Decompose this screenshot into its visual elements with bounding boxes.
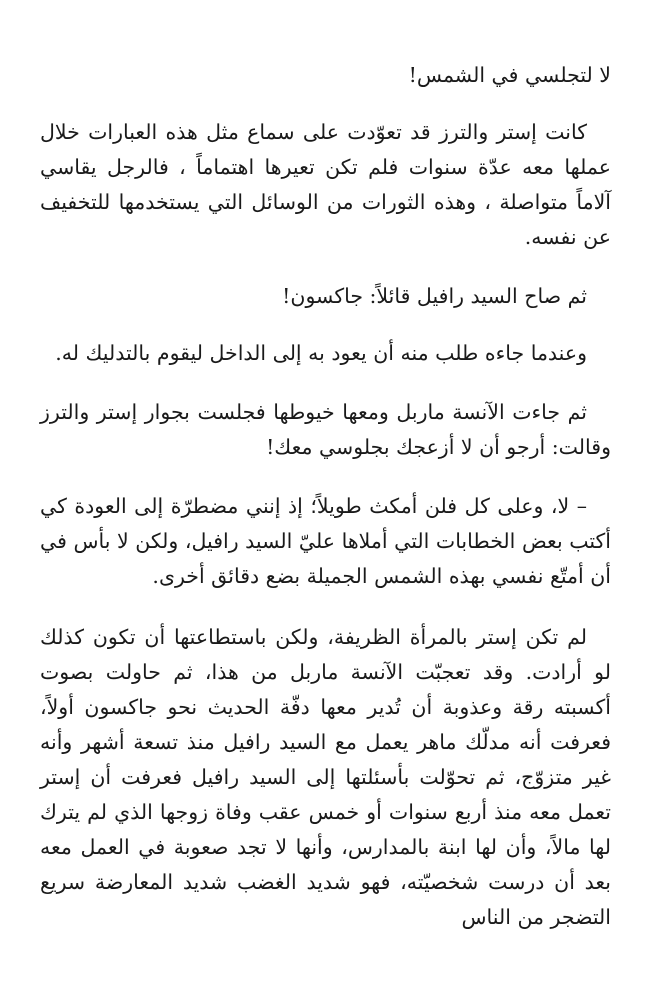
paragraph-6: لم تكن إستر بالمرأة الظريفة، ولكن باستطاعتها أن تكون كذلك لو أرادت. وقد تعجبّت الآنسة ماربل من هذا، ثم حاولت بصوت أكسبته رقة وعذوبة أن تُدير معها دفّة الحديث نحو جاكسون أولاً، فعرفت أنه مدلّك ماهر يعمل مع السيد رافيل منذ تسعة أشهر وأنه غير متزوّج، ثم تحوّلت بأسئلتها إلى السيد رافيل فعرفت أن إستر تعمل معه منذ أربع سنوات أو خمس عقب وفاة زوجها الذي لم يترك لها مالاً، وأن لها ابنة بالمدارس، وأنها لا تجد صعوبة في العمل معه بعد أن درست شخصيّته، فهو شديد الغضب شديد المعارضة سريع التضجر من الناس [40, 625, 612, 929]
paragraph-2: ثم صاح السيد رافيل قائلاً: جاكسون! [282, 284, 587, 308]
paragraph-3: وعندما جاءه طلب منه أن يعود به إلى الداخل ليقوم بالتدليك له. [55, 341, 587, 365]
paragraph-1: كانت إستر والترز قد تعوّدت على سماع مثل هذه العبارات خلال عملها معه عدّة سنوات فلم تكن تعيرها اهتماماً ، فالرجل يقاسي آلاماً متواصلة ، وهذه الثورات من الوسائل التي يستخدمها للتخفيف عن نفسه. [40, 120, 611, 249]
paragraph-5: – لا، وعلى كل فلن أمكث طويلاً؛ إذ إنني مضطرّة إلى العودة كي أكتب بعض الخطابات التي أملاها عليّ السيد رافيل، ولكن لا بأس في أن أمتّع نفسي بهذه الشمس الجميلة بضع دقائق أخرى. [40, 494, 611, 588]
page-heading: لا لتجلسي في الشمس! [408, 63, 611, 87]
paragraph-4: ثم جاءت الآنسة ماربل ومعها خيوطها فجلست بجوار إستر والترز وقالت: أرجو أن لا أزعجك بجلوسي معك! [40, 400, 611, 459]
